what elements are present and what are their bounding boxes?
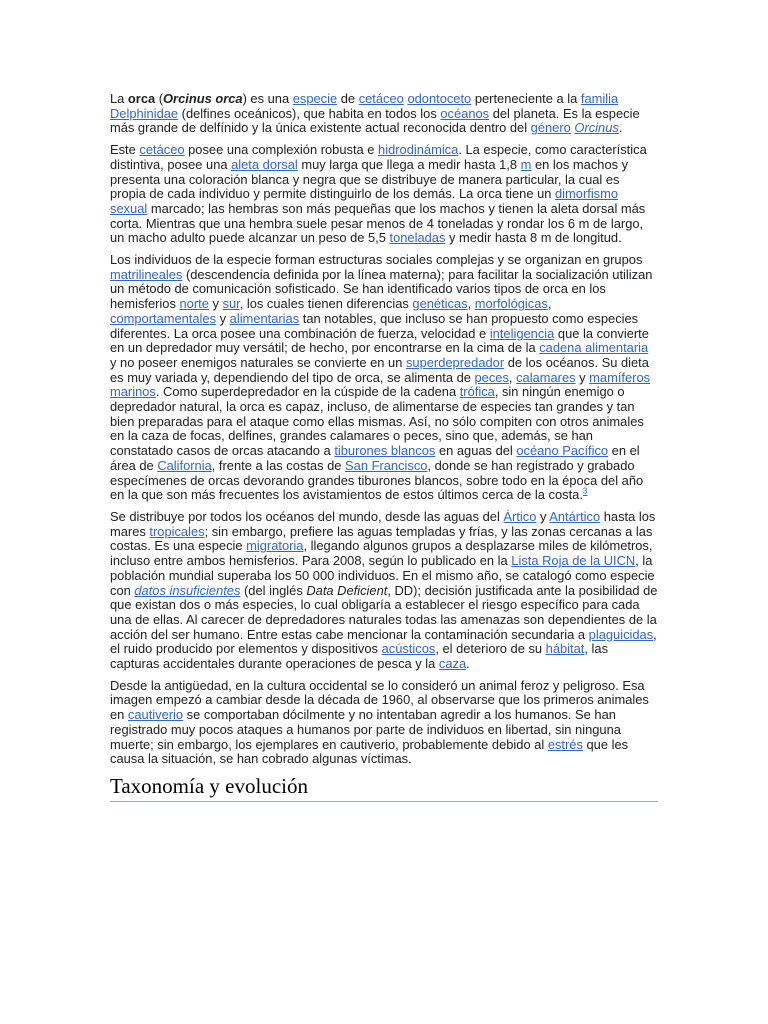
text-run: (delfines oceánicos), que habita en todos los	[178, 105, 441, 121]
wiki-link[interactable]: Ártico	[503, 508, 537, 524]
text-run: y	[216, 310, 230, 326]
wiki-link[interactable]: calamares	[516, 369, 576, 385]
wiki-link[interactable]: comportamentales	[110, 310, 217, 326]
text-run: (	[155, 91, 164, 106]
behavior-paragraph	[110, 253, 658, 503]
wiki-link[interactable]: sur	[222, 296, 240, 312]
wiki-link[interactable]: mamíferos marinos	[110, 369, 651, 400]
wiki-link[interactable]: cetáceo	[139, 142, 185, 158]
wiki-link[interactable]: tiburones blancos	[334, 443, 436, 459]
text-run: Se distribuye por todos los océanos del mundo, desde las aguas del	[110, 508, 504, 524]
wiki-link[interactable]: inteligencia	[489, 325, 555, 341]
text-run: de los océanos. Su dieta es muy variada y, dependiendo del tipo de orca, se alimenta de	[110, 354, 649, 385]
text-run: muy larga que llega a medir hasta 1,8	[297, 156, 521, 172]
text-run: y no poseer enemigos naturales se convierte en un	[110, 354, 406, 370]
text-run: , el deterioro de su	[435, 641, 546, 657]
wiki-link[interactable]: superdepredador	[405, 354, 505, 370]
text-run: ) es una	[242, 91, 293, 106]
wiki-link[interactable]: hábitat	[545, 641, 585, 657]
wiki-link[interactable]: genéticas	[412, 296, 468, 312]
wiki-link[interactable]: Orcinus	[574, 120, 619, 136]
wiki-link[interactable]: aleta dorsal	[231, 156, 298, 172]
text-run: Orcinus orca	[163, 91, 243, 106]
wiki-link[interactable]: Delphinidae	[110, 105, 179, 121]
history-paragraph	[110, 679, 658, 767]
intro-paragraph	[110, 92, 658, 136]
description-paragraph	[110, 143, 658, 246]
wiki-link[interactable]: tropicales	[149, 523, 205, 539]
text-run: , las capturas accidentales durante operaciones de pesca y la	[110, 641, 609, 672]
wiki-link[interactable]: Lista Roja de la UICN	[511, 553, 636, 569]
citation-ref	[583, 487, 587, 496]
text-run: que les causa la situación, se han cobrado algunas víctimas.	[110, 736, 629, 767]
text-run: y	[208, 296, 223, 312]
text-run: perteneciente a la	[471, 91, 581, 106]
text-run: en aguas del	[435, 443, 517, 459]
wiki-link[interactable]: plaguicidas	[588, 626, 654, 642]
citation-link[interactable]: 3	[582, 486, 588, 496]
wiki-link[interactable]: morfológicas	[474, 296, 548, 312]
wiki-link[interactable]: caza	[438, 656, 467, 672]
text-run: ,	[467, 296, 475, 312]
wiki-link[interactable]: océano Pacífico	[516, 443, 609, 459]
wiki-link[interactable]: familia	[580, 91, 619, 106]
text-run: .	[618, 120, 623, 136]
wiki-link[interactable]: dimorfismo sexual	[110, 186, 619, 216]
text-run: , donde se han registrado y grabado especímenes de orcas devorando grandes tiburones blancos, sobre todo en la época del año en la que son más frecuentes los avistamientos de estos últimos cerca de la costa.	[110, 457, 644, 503]
text-run: Desde la antigüedad, en la cultura occidental se lo consideró un animal feroz y peligroso. Esa imagen empezó a cambiar desde la década de 1960, al observarse que los primeros animales en	[110, 677, 649, 723]
article-content	[110, 92, 658, 802]
text-run: . La especie, como característica distintiva, posee una	[110, 142, 647, 172]
wiki-link[interactable]: San Francisco	[345, 457, 428, 473]
text-run: Data Deficient	[306, 582, 388, 598]
text-run: , DD); decisión justificada ante la posibilidad de que existan dos o más especies, lo cual obligaría a establecer el riesgo específico para cada una de ellas. Al carecer de depredadores naturales todas las amenazas son dependientes de la acción del ser humano. Entre estas cabe mencionar la contaminación secundaria a	[110, 582, 658, 642]
text-run: hasta los mares	[110, 508, 656, 539]
distribution-paragraph	[110, 510, 658, 672]
wiki-link[interactable]: matrilineales	[110, 266, 183, 282]
text-run: en el área de	[110, 443, 640, 473]
text-run: ; sin embargo, prefiere las aguas templadas y frías, y las zonas cercanas a las costas. Es una especie	[110, 523, 653, 554]
text-run: posee una complexión robusta e	[184, 142, 379, 158]
wiki-link[interactable]: género	[530, 120, 571, 136]
wiki-link[interactable]: cautiverio	[127, 707, 184, 723]
wiki-link[interactable]: cetáceo	[358, 91, 404, 106]
text-run: , los cuales tienen diferencias	[239, 296, 413, 312]
text-run: y medir hasta 8 m de longitud.	[445, 230, 622, 246]
text-run: tan notables, que incluso se han propuesto como especies diferentes. La orca posee una combinación de fuerza, velocidad e	[110, 310, 639, 341]
wiki-link[interactable]: Antártico	[549, 508, 601, 524]
text-run: ,	[547, 296, 552, 312]
text-run: ,	[508, 369, 517, 385]
text-run: Los individuos de la especie forman estructuras sociales complejas y se organizan en grupos	[110, 252, 643, 268]
wiki-link[interactable]: cadena alimentaria	[539, 340, 649, 356]
wiki-link[interactable]: estrés	[547, 736, 583, 752]
wiki-link[interactable]: migratoria	[246, 538, 304, 554]
text-run: , el ruido producido por elementos y dispositivos	[110, 626, 657, 657]
text-run: del planeta. Es la especie más grande de delfínido y la única existente actual reconocida dentro del	[110, 105, 640, 136]
text-run: y	[536, 508, 550, 524]
text-run: y	[575, 369, 590, 385]
text-run: .	[466, 656, 470, 672]
text-run: (del inglés	[240, 582, 307, 598]
wiki-link[interactable]: especie	[292, 91, 338, 106]
text-run: (descendencia definida por la línea materna); para facilitar la socialización utilizan un método de comunicación sofisticado. Se han identificado varios tipos de orca en los hemisferios	[110, 266, 653, 312]
wiki-link[interactable]: acústicos	[381, 641, 436, 657]
text-run: orca	[127, 91, 156, 106]
wiki-link[interactable]: toneladas	[389, 230, 446, 246]
text-run: en los machos y presenta una coloración blanca y negra que se distribuye de manera particular, la cual es propia de cada individuo y permite distinguirlo de los demás. La orca tiene un	[110, 156, 629, 202]
text-run: , frente a las costas de	[211, 457, 346, 473]
wiki-link[interactable]: norte	[179, 296, 209, 312]
text-run: marcado; las hembras son más pequeñas que los machos y tienen la aleta dorsal más corta. Mientras que una hembra suele pesar menos de 4 toneladas y rondar los 6 m de largo, un macho adulto puede alcanzar un peso de 5,5	[110, 200, 646, 246]
wiki-link[interactable]: océanos	[440, 105, 490, 121]
wiki-link[interactable]: alimentarias	[229, 310, 300, 326]
text-run: . Como superdepredador en la cúspide de la cadena	[155, 384, 460, 400]
wiki-link[interactable]: California	[157, 457, 212, 473]
text-run: se comportaban dócilmente y no intentaban agredir a los humanos. Se han registrado muy pocos ataques a humanos por parte de individuos en libertad, sin ninguna muerte; sin embargo, los ejemplares en cautiverio, probablemente debido al	[110, 707, 621, 752]
text-run: , sin ningún enemigo o depredador natural, la orca es capaz, incluso, de alimentarse de especies tan grandes y tan bien preparadas para el ataque como ellas mismas. Así, no sólo compiten con otros animales en la caza de focas, delfines, grandes calamares o peces, sino que, además, se han constatado casos de orcas atacando a	[110, 384, 644, 459]
wiki-link[interactable]: m	[520, 156, 532, 172]
text-run: , la población mundial superaba los 50 000 individuos. En el mismo año, se catalogó como especie con	[110, 553, 655, 598]
text-run: , llegando algunos grupos a desplazarse miles de kilómetros, incluso entre ambos hemisferios. Para 2008, según lo publicado en la	[110, 538, 653, 569]
wiki-link[interactable]: odontoceto	[407, 91, 472, 106]
wiki-link[interactable]: trófica	[459, 384, 495, 400]
text-run: que la convierte en un depredador muy versátil; de hecho, por encontrarse en la cima de la	[110, 325, 649, 356]
wiki-link[interactable]: datos insuficientes	[134, 582, 241, 598]
section-heading: Taxonomía y evolución	[110, 774, 658, 802]
wiki-link[interactable]: peces	[474, 369, 509, 385]
text-run: Este	[110, 142, 140, 158]
text-run: La	[110, 91, 128, 106]
wiki-link[interactable]: hidrodinámica	[378, 142, 459, 158]
text-run: de	[337, 91, 359, 106]
